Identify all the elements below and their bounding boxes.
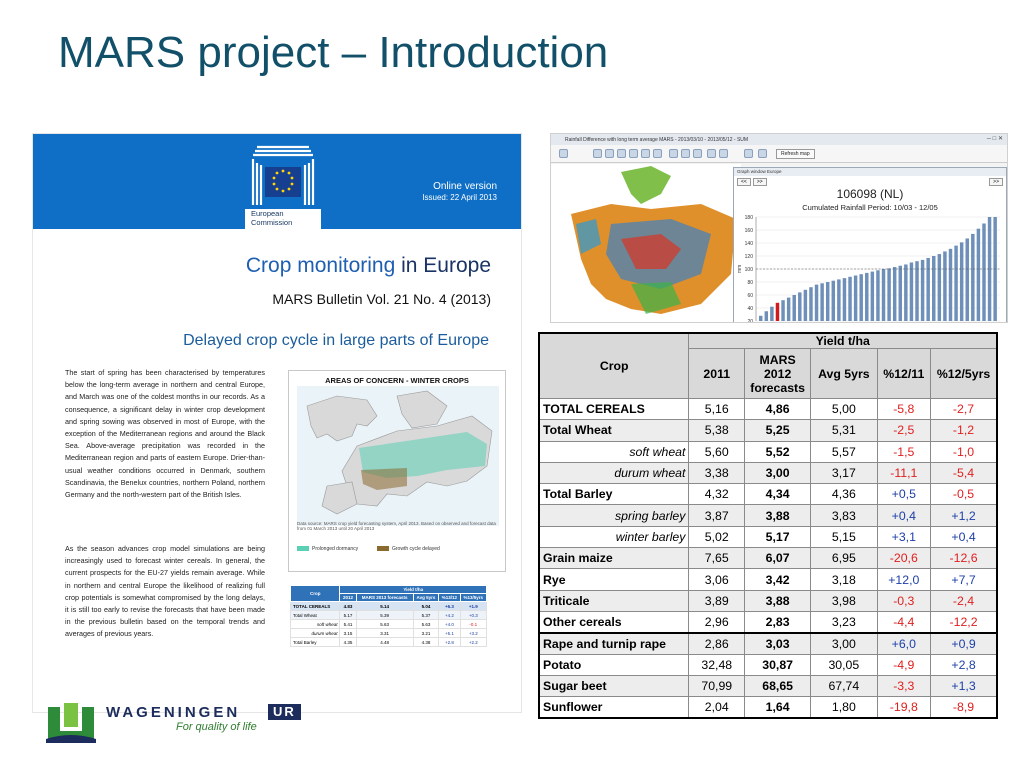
rainfall-bar [820,283,823,321]
yield-table [538,332,998,719]
rainfall-bar [809,287,812,321]
cell-2011: 3,38 [689,462,745,483]
viewer-toolbar [551,145,1007,163]
graph-last-button[interactable]: >> [989,178,1003,186]
yield-row [539,441,997,462]
rainfall-bar [759,316,762,321]
mini-cell-value: 5.63 [413,620,439,629]
cell-mars-forecast: 3,88 [745,590,811,611]
rainfall-bar [837,279,840,321]
bulletin-paragraph-1: The start of spring has been characterised by temperatures below the long-term average in northern and central Europe, and March was one of the coldest months in our records. As a consequence, a significant delay in winter crop development and spring sowing was observed in most of Europe, with the exception of the Mediterranean regions and around the Black Sea. Above-average precipitation was recorded in the Mediterranean region and parts of eastern Europe. Drier-than-usual weather conditions occurred in Denmark, southern Scandinavia, the Benelux countries, northern Poland, northern Germany and the north-western part of the British Isles. [65,368,265,500]
globe-icon[interactable] [669,149,678,158]
rainfall-difference-map [551,164,741,323]
mini-cell-value: 3.31 [356,629,413,638]
rainfall-bar [792,295,795,321]
rainfall-bar [977,229,980,321]
y-tick-label: 80 [747,280,753,286]
cell-pct-12-11: +12,0 [877,569,931,590]
rainfall-bar [915,261,918,321]
mini-cell-value: 5.04 [413,602,439,611]
cell-pct-12-11: +0,5 [877,484,931,505]
refresh-map-button[interactable]: Refresh map [776,149,815,159]
cell-mars-forecast: 3,42 [745,569,811,590]
yield-row [539,590,997,611]
mini-cell-value: +6.3 [439,602,460,611]
cell-pct-12-11: -19,8 [877,697,931,718]
header-yield-group: Yield t/ha [689,333,997,349]
rainfall-bar [876,270,879,321]
cell-pct-12-11: +3,1 [877,526,931,547]
cell-pct-12-11: -20,6 [877,548,931,569]
cell-pct-12-11: -3,3 [877,675,931,696]
graph-station-code: 106098 (NL) [836,187,904,201]
cell-pct-12-11: -4,4 [877,611,931,632]
cell-pct-12-11: +6,0 [877,633,931,654]
rainfall-bar [943,251,946,321]
home-icon[interactable] [559,149,568,158]
cell-mars-forecast: 30,87 [745,654,811,675]
cell-pct-12-11: +0,4 [877,505,931,526]
y-tick-label: 40 [747,306,753,312]
header-crop: Crop [539,333,689,399]
mini-cell-value: +3.2 [460,629,486,638]
zoom-out-icon[interactable] [605,149,614,158]
cell-avg5: 5,31 [811,420,877,441]
cell-mars-forecast: 68,65 [745,675,811,696]
graph-next-button[interactable]: >> [753,178,767,186]
bulletin-cover [32,133,522,713]
cell-mars-forecast: 4,34 [745,484,811,505]
cell-crop-name: spring barley [539,505,689,526]
legend-label-delayed: Growth cycle delayed [392,546,440,552]
cell-2011: 7,65 [689,548,745,569]
grid-icon[interactable] [707,149,716,158]
cell-crop-name: winter barley [539,526,689,547]
back-icon[interactable] [681,149,690,158]
select-icon[interactable] [653,149,662,158]
mini-header: 2012 [340,594,356,602]
header-pct-12-11: %12/11 [877,349,931,399]
cell-pct-12-5yrs: -12,6 [931,548,997,569]
rainfall-bar [859,274,862,321]
cell-pct-12-5yrs: -2,4 [931,590,997,611]
wageningen-ur-logo [46,701,346,745]
mini-cell-value: 4.83 [340,602,356,611]
bulletin-yield-table [290,585,487,647]
legend-swatch-delayed [377,546,389,551]
info-icon[interactable] [641,149,650,158]
rainfall-bar [954,246,957,321]
bulletin-title [246,254,491,278]
mini-cell-value: 3.15 [340,629,356,638]
cell-mars-forecast: 5,52 [745,441,811,462]
rainfall-bar [804,290,807,321]
pan-icon[interactable] [617,149,626,158]
cell-crop-name: Potato [539,654,689,675]
graph-window [733,167,1007,323]
cell-mars-forecast: 2,83 [745,611,811,632]
forward-icon[interactable] [693,149,702,158]
cell-2011: 70,99 [689,675,745,696]
cell-crop-name: Grain maize [539,548,689,569]
cell-avg5: 4,36 [811,484,877,505]
rainfall-bar [826,282,829,321]
yield-row [539,633,997,654]
mars-viewer-screenshot [550,133,1008,323]
rainfall-bar [893,267,896,321]
y-tick-label: 60 [747,293,753,299]
y-tick-label: 140 [744,241,753,247]
mini-cell-crop: durum wheat [291,629,340,638]
cell-pct-12-11: -5,8 [877,399,931,420]
yield-row [539,505,997,526]
y-tick-label: 100 [744,267,753,273]
rainfall-bar [832,281,835,321]
cell-crop-name: Triticale [539,590,689,611]
cell-avg5: 1,80 [811,697,877,718]
cell-mars-forecast: 3,00 [745,462,811,483]
cell-pct-12-5yrs: +7,7 [931,569,997,590]
yield-row [539,569,997,590]
mini-cell-value: 5.63 [356,620,413,629]
cell-pct-12-5yrs: +1,2 [931,505,997,526]
mini-cell-crop: TOTAL CEREALS [291,602,340,611]
cell-pct-12-5yrs: -12,2 [931,611,997,632]
zoom-in-icon[interactable] [593,149,602,158]
cell-crop-name: Sunflower [539,697,689,718]
cell-avg5: 5,15 [811,526,877,547]
rainfall-bar [887,268,890,321]
rainfall-bar [932,256,935,321]
wageningen-name: WAGENINGEN [106,704,241,721]
cell-avg5: 5,00 [811,399,877,420]
rainfall-bar [938,254,941,321]
slide-title: MARS project – Introduction [58,28,609,77]
layers-icon[interactable] [719,149,728,158]
cell-crop-name: TOTAL CEREALS [539,399,689,420]
mini-header: Avg 5yrs [413,594,439,602]
cell-crop-name: durum wheat [539,462,689,483]
cell-2011: 3,06 [689,569,745,590]
legend-label-dormancy: Prolonged dormancy [312,546,359,552]
mini-header: %13/12 [439,594,460,602]
cell-avg5: 3,17 [811,462,877,483]
areas-of-concern-map [288,370,506,572]
cell-pct-12-11: -4,9 [877,654,931,675]
rainfall-bar [815,285,818,321]
cell-avg5: 5,57 [811,441,877,462]
mini-cell-value: 5.37 [413,611,439,620]
cell-pct-12-5yrs: +0,4 [931,526,997,547]
online-version-label [422,181,497,203]
cell-pct-12-5yrs: -0,5 [931,484,997,505]
cell-pct-12-11: -2,5 [877,420,931,441]
rainfall-bar [949,249,952,321]
cell-avg5: 3,83 [811,505,877,526]
rainfall-bar [865,273,868,321]
bulletin-subtitle: MARS Bulletin Vol. 21 No. 4 (2013) [272,291,491,307]
export-icon[interactable] [758,149,767,158]
mini-table-row [291,620,487,629]
cell-2011: 3,89 [689,590,745,611]
cell-mars-forecast: 6,07 [745,548,811,569]
mini-cell-value: +1.9 [460,602,486,611]
mini-header-crop: Crop [291,586,340,602]
rainfall-bar [899,266,902,321]
cell-2011: 2,04 [689,697,745,718]
mini-cell-value: +5.1 [439,629,460,638]
y-tick-label: 160 [744,228,753,234]
mini-cell-value: -0.1 [460,620,486,629]
rainfall-bar [871,272,874,321]
y-tick-label: 20 [747,319,753,325]
cell-crop-name: Rape and turnip rape [539,633,689,654]
graph-subtitle: Cumulated Rainfall Period: 10/03 - 12/05 [802,203,938,212]
cell-mars-forecast: 5,17 [745,526,811,547]
cell-pct-12-5yrs: -2,7 [931,399,997,420]
yield-row [539,697,997,718]
cell-mars-forecast: 1,64 [745,697,811,718]
rainfall-bar [904,264,907,321]
header-2011: 2011 [689,349,745,399]
mini-cell-value: 5.17 [340,611,356,620]
graph-prev-button[interactable]: << [737,178,751,186]
cell-mars-forecast: 3,88 [745,505,811,526]
cell-2011: 5,02 [689,526,745,547]
yield-row [539,462,997,483]
mini-cell-crop: soft wheat [291,620,340,629]
map-data-source: Data source: MARS crop yield forecasting system, April 2013. Based on observed and forecast data from 01 March 2013 until 20 April 2013 [297,521,496,531]
cell-pct-12-5yrs: -1,2 [931,420,997,441]
mini-header: MARS 2013 forecasts [356,594,413,602]
ec-label-line-2: Commission [251,218,293,227]
graph-window-titlebar: Graph window Europe [734,168,1006,176]
viewer-titlebar [551,134,1007,145]
ec-logo-label [251,209,292,227]
rainfall-bar [787,298,790,321]
wageningen-mark-icon [46,701,96,743]
yield-row [539,611,997,632]
yield-row [539,526,997,547]
header-avg5: Avg 5yrs [811,349,877,399]
yield-row [539,484,997,505]
mini-cell-value: +0.3 [460,611,486,620]
mini-cell-value: +4.0 [439,620,460,629]
bulletin-banner [33,134,522,229]
yield-row [539,548,997,569]
cell-crop-name: soft wheat [539,441,689,462]
mini-table-row [291,629,487,638]
legend-growth-delayed [377,546,440,552]
header-mars-forecast: MARS 2012 forecasts [745,349,811,399]
cell-crop-name: Other cereals [539,611,689,632]
cell-avg5: 6,95 [811,548,877,569]
cell-crop-name: Total Wheat [539,420,689,441]
cell-avg5: 3,00 [811,633,877,654]
cell-2011: 5,38 [689,420,745,441]
cell-crop-name: Sugar beet [539,675,689,696]
mini-cell-crop: Total Wheat [291,611,340,620]
cell-pct-12-5yrs: +0,9 [931,633,997,654]
cell-crop-name: Total Barley [539,484,689,505]
cell-pct-12-11: -11,1 [877,462,931,483]
mini-cell-crop: Total Barley [291,638,340,647]
cell-avg5: 3,98 [811,590,877,611]
print-icon[interactable] [744,149,753,158]
mini-cell-value: 5.41 [340,620,356,629]
cell-pct-12-11: -1,5 [877,441,931,462]
mini-cell-value: +2.8 [439,638,460,647]
map-title: AREAS OF CONCERN - WINTER CROPS [325,376,469,385]
cell-avg5: 3,23 [811,611,877,632]
bulletin-headline: Delayed crop cycle in large parts of Europe [183,332,489,349]
close-icon[interactable]: ─ □ ✕ [986,136,1003,142]
mini-header-group: Yield t/ha [340,586,487,594]
rainfall-bar [765,311,768,321]
rainfall-bar [770,307,773,321]
cell-2011: 2,86 [689,633,745,654]
cell-pct-12-5yrs: -1,0 [931,441,997,462]
cell-2011: 3,87 [689,505,745,526]
yield-row [539,399,997,420]
cell-avg5: 3,18 [811,569,877,590]
legend-swatch-dormancy [297,546,309,551]
mini-cell-value: 4.38 [413,638,439,647]
mini-cell-value: 4.35 [340,638,356,647]
header-pct-12-5yrs: %12/5yrs [931,349,997,399]
cell-pct-12-5yrs: +2,8 [931,654,997,675]
cell-2011: 5,16 [689,399,745,420]
rainfall-bar [882,269,885,321]
cell-pct-12-5yrs: -5,4 [931,462,997,483]
viewer-window-title: Rainfall Difference with long term average MARS - 2013/03/10 - 2013/05/12 - SUM [565,137,749,143]
cell-avg5: 30,05 [811,654,877,675]
cell-avg5: 67,74 [811,675,877,696]
mini-cell-value: 5.39 [356,611,413,620]
mini-table-row [291,638,487,647]
cell-2011: 32,48 [689,654,745,675]
bulletin-title-accent: Crop monitoring [245,254,396,277]
cell-pct-12-11: -0,3 [877,590,931,611]
yield-row [539,420,997,441]
yield-row [539,654,997,675]
yield-row [539,675,997,696]
mini-cell-value: 3.21 [413,629,439,638]
cell-2011: 2,96 [689,611,745,632]
mini-cell-value: 5.14 [356,602,413,611]
cell-mars-forecast: 3,03 [745,633,811,654]
wageningen-tagline: For quality of life [176,721,257,733]
rainfall-bar [926,258,929,321]
rainfall-bar [781,300,784,321]
mini-cell-value: 4.48 [356,638,413,647]
rainfall-bar [910,263,913,322]
rainfall-bar [854,276,857,322]
graph-nav [737,178,769,186]
bulletin-paragraph-2: As the season advances crop model simulations are being increasingly used to forecast winter cereals. In general, the current prospects for the EU-27 yields remain average. While in northern and central Europe the likelihood of realizing full crop potentials is somewhat compromised by the long delays, it is still too early to revise the forecasts that have been made in the previous bulletin based on the temporal trends and averages of previous years. [65,544,265,639]
rainfall-bar [966,238,969,321]
rainfall-bar [971,234,974,321]
legend-prolonged-dormancy [297,546,358,552]
wageningen-ur-badge: UR [268,704,301,720]
mini-table-row [291,611,487,620]
y-axis-label: mm [737,264,743,273]
cell-mars-forecast: 5,25 [745,420,811,441]
cell-2011: 4,32 [689,484,745,505]
rainfall-bar [960,242,963,321]
cell-pct-12-5yrs: +1,3 [931,675,997,696]
cumulated-rainfall-chart [734,213,1008,323]
online-version-text: Online version [433,181,497,192]
europe-concern-map [297,386,499,526]
rainfall-bar [843,278,846,321]
cell-pct-12-5yrs: -8,9 [931,697,997,718]
cell-mars-forecast: 4,86 [745,399,811,420]
y-tick-label: 120 [744,254,753,260]
ec-label-line-1: European [251,209,284,218]
hand-icon[interactable] [629,149,638,158]
mini-cell-value: +2.2 [460,638,486,647]
mini-header: %13/5yrs [460,594,486,602]
mini-table-row [291,602,487,611]
rainfall-bar [776,303,779,321]
issued-date: Issued: 22 April 2013 [422,193,497,202]
rainfall-bar [982,224,985,322]
rainfall-bar [798,292,801,321]
bulletin-title-rest: in Europe [395,254,491,277]
cell-2011: 5,60 [689,441,745,462]
mini-cell-value: +4.2 [439,611,460,620]
rainfall-bar [848,277,851,321]
cell-crop-name: Rye [539,569,689,590]
y-tick-label: 180 [744,215,753,221]
